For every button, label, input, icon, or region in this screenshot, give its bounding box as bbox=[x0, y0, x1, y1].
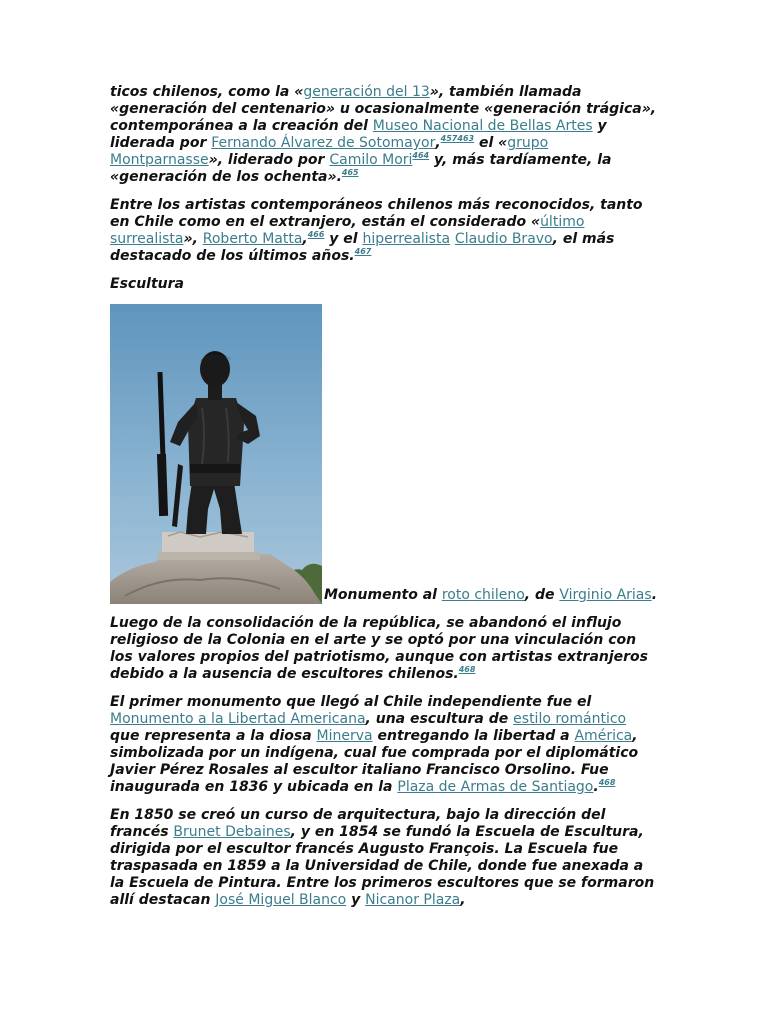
reference-link[interactable]: 468 bbox=[458, 665, 476, 674]
text: que representa a la diosa bbox=[110, 728, 317, 744]
text: entregando la libertad a bbox=[372, 728, 575, 744]
reference-link[interactable]: 467 bbox=[354, 247, 372, 256]
reference-link[interactable]: 464 bbox=[412, 151, 430, 160]
link-ultimo-surrealista[interactable]: último surrealista bbox=[110, 214, 585, 247]
reference-466[interactable] bbox=[308, 230, 325, 239]
link-america[interactable]: América bbox=[574, 728, 633, 744]
link-claudio-bravo[interactable]: Claudio Bravo bbox=[454, 231, 553, 247]
text: El primer monumento que llegó al Chile independiente fue el bbox=[110, 694, 592, 710]
text: . bbox=[593, 779, 599, 795]
reference-465[interactable] bbox=[342, 168, 359, 177]
text: y bbox=[346, 892, 366, 908]
text: ticos chilenos, como la « bbox=[110, 84, 304, 100]
link-jose-miguel-blanco[interactable]: José Miguel Blanco bbox=[215, 892, 347, 908]
text: », también llamada «generación del centenario» u ocasionalmente «generación trágica», contemporánea a la creación del bbox=[110, 84, 657, 134]
paragraph-school-of-sculpture bbox=[110, 807, 658, 909]
caption-text: , de bbox=[524, 587, 560, 603]
text: , bbox=[460, 892, 466, 908]
link-minerva[interactable]: Minerva bbox=[316, 728, 373, 744]
paragraph-art-generations bbox=[110, 84, 658, 186]
link-generacion-del-13[interactable]: generación del 13 bbox=[303, 84, 430, 100]
link-plaza-de-armas[interactable]: Plaza de Armas de Santiago bbox=[397, 779, 594, 795]
link-roto-chileno[interactable]: roto chileno bbox=[441, 587, 525, 603]
text: En 1850 se creó un curso de arquitectura, bajo la dirección del francés bbox=[110, 807, 606, 840]
section-heading-escultura: Escultura bbox=[110, 276, 184, 292]
reference-467[interactable] bbox=[355, 247, 372, 256]
text: Entre los artistas contemporáneos chilenos más reconocidos, tanto en Chile como en el extranjero, están el considerado « bbox=[110, 197, 643, 230]
link-virginio-arias[interactable]: Virginio Arias bbox=[559, 587, 652, 603]
link-fernando-alvarez[interactable]: Fernando Álvarez de Sotomayor bbox=[211, 135, 436, 151]
reference-link[interactable]: 468 bbox=[598, 778, 616, 787]
text: Luego de la consolidación de la república, se abandonó el influjo religioso de la Colonia en el arte y se optó por una vinculación con los valores propios del patriotismo, aunque con artistas extranjeros debido a la ausencia de escultores chilenos. bbox=[110, 615, 649, 682]
text: », liderado por bbox=[208, 152, 330, 168]
text: , y en 1854 se fundó la Escuela de Escultura, dirigida por el escultor francés Augusto François. La Escuela fue traspasada en 1859 a la Universidad de Chile, donde fue anexada a la Escuela de Pintura. Entre los primeros escultores que se formaron allí destacan bbox=[110, 824, 655, 908]
text: », bbox=[183, 231, 203, 247]
text: , una escultura de bbox=[365, 711, 514, 727]
reference-464[interactable] bbox=[412, 151, 429, 160]
link-nicanor-plaza[interactable]: Nicanor Plaza bbox=[365, 892, 461, 908]
text: y, más tardíamente, la «generación de los ochenta». bbox=[110, 152, 612, 185]
reference-link[interactable]: 457463 bbox=[440, 134, 475, 143]
text: , bbox=[302, 231, 308, 247]
text: , simbolizada por un indígena, cual fue comprada por el diplomático Javier Pérez Rosales al escultor italiano Francisco Orsolino. Fue inaugurada en 1836 y ubicada en la bbox=[110, 728, 639, 795]
text: y el bbox=[324, 231, 363, 247]
link-museo-nacional[interactable]: Museo Nacional de Bellas Artes bbox=[372, 118, 593, 134]
link-monumento-libertad-americana[interactable]: Monumento a la Libertad Americana bbox=[110, 711, 366, 727]
reference-468[interactable] bbox=[599, 778, 616, 787]
caption-text: . bbox=[651, 587, 658, 603]
link-hiperrealista[interactable]: hiperrealista bbox=[362, 231, 451, 247]
reference-link[interactable]: 465 bbox=[341, 168, 359, 177]
link-roberto-matta[interactable]: Roberto Matta bbox=[202, 231, 303, 247]
figure-roto-chileno bbox=[110, 304, 658, 604]
link-estilo-romantico[interactable]: estilo romántico bbox=[513, 711, 627, 727]
text: , bbox=[435, 135, 441, 151]
document-body bbox=[110, 84, 658, 920]
link-brunet-debaines[interactable]: Brunet Debaines bbox=[173, 824, 291, 840]
link-camilo-mori[interactable]: Camilo Mori bbox=[329, 152, 413, 168]
reference-468[interactable] bbox=[459, 665, 476, 674]
text: el « bbox=[474, 135, 508, 151]
paragraph-first-monument bbox=[110, 694, 658, 796]
statue-photo bbox=[110, 304, 322, 604]
caption-text: Monumento al bbox=[324, 587, 442, 603]
text: y liderada por bbox=[110, 118, 607, 151]
reference-457463[interactable] bbox=[441, 134, 474, 143]
reference-link[interactable]: 466 bbox=[307, 230, 325, 239]
paragraph-republic-consolidation bbox=[110, 615, 658, 683]
link-grupo-montparnasse[interactable]: grupo Montparnasse bbox=[110, 135, 549, 168]
text: , el más destacado de los últimos años. bbox=[110, 231, 615, 264]
paragraph-contemporary-artists bbox=[110, 197, 658, 265]
